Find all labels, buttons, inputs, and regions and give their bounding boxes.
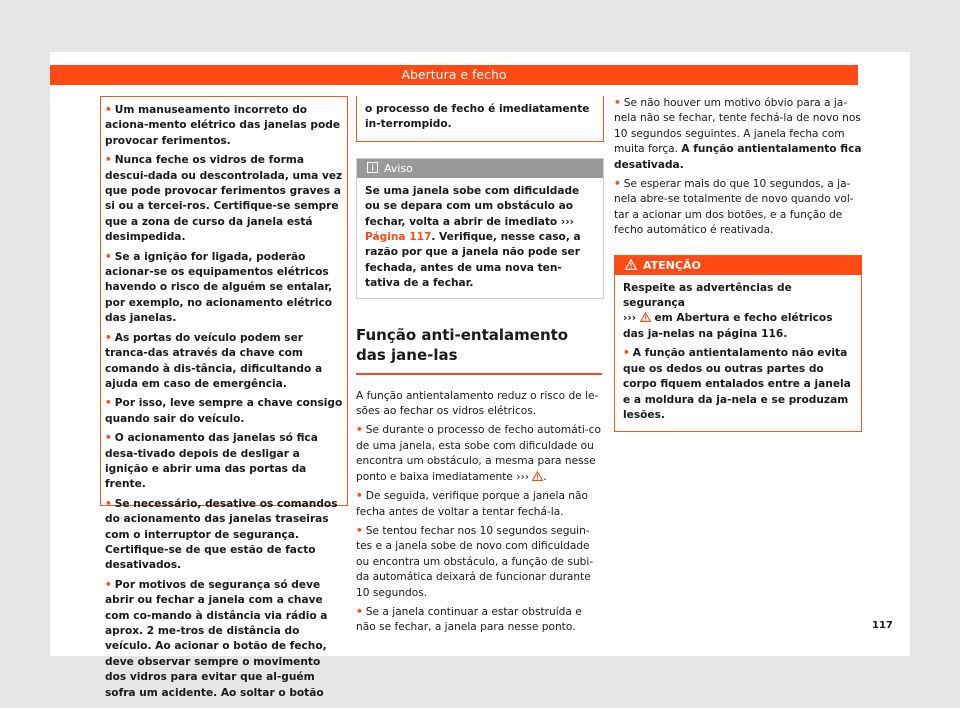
bullet-dot: •: [356, 524, 363, 537]
column-3: [614, 96, 862, 432]
atencao-line: Respeite as advertências de segurança: [623, 281, 792, 310]
warning-triangle-icon: [640, 312, 651, 322]
bullet-item: • Se necessário, desative os comandos do acionamento das janelas traseiras com o interruptor de segurança. Certifique-se de que estão de facto desativados.: [105, 497, 338, 572]
bullet-dot: •: [356, 424, 363, 437]
aviso-text: Se uma janela sobe com dificuldade ou se depara com um obstáculo ao fechar, volta a abrir de imediato ››› Página 117. Verifique, nesse caso, a razão por que a janela não pode ser fechada, antes de uma nova ten-tativa de a fechar.: [365, 184, 581, 290]
bullet-dot: •: [105, 432, 112, 445]
bullet-dot: •: [356, 490, 363, 503]
info-icon: [367, 162, 378, 173]
bullet-item: • Nunca feche os vidros de forma descui-dada ou descontrolada, uma vez que pode provocar ferimentos graves a si ou a tercei-ros. Certifique-se sempre que a zona de curso da janela está desimpedida.: [105, 154, 343, 244]
bullet-item: • De seguida, verifique porque a janela não fecha antes de voltar a tentar fechá-la.: [356, 490, 588, 518]
section-title: Função anti-entalamento das jane-las: [356, 325, 602, 375]
atencao-text: [615, 275, 861, 432]
bullet-item: • As portas do veículo podem ser tranca-das através da chave com comando à dis-tância, dificultando a ajuda em caso de emergência.: [105, 331, 323, 390]
bullet-dot: •: [105, 578, 112, 591]
bullet-item: • A função antientalamento não evita que os dedos ou outras partes do corpo fiquem entalados entre a janela e a moldura da ja-nela e se produzam lesões.: [623, 347, 851, 421]
atencao-header: ATENÇÃO: [615, 256, 861, 275]
bullet-dot: •: [105, 104, 112, 116]
bullet-dot: •: [105, 331, 112, 344]
bullet-item: • Um manuseamento incorreto do aciona-mento elétrico das janelas pode provocar ferimentos.: [105, 104, 341, 147]
page-link[interactable]: Página 117: [365, 231, 432, 244]
aviso-box: [356, 158, 604, 299]
bullet-dot: •: [105, 250, 112, 263]
bullet-dot: •: [105, 154, 112, 167]
warning-triangle-icon: [625, 259, 637, 270]
atencao-box: [614, 255, 862, 433]
bullet-item: • Por isso, leve sempre a chave consigo quando sair do veículo.: [105, 397, 343, 425]
page-number: 117: [872, 620, 893, 631]
aviso-header: Aviso: [357, 159, 603, 178]
bullet-item: • Se não houver um motivo óbvio para a ja-nela não se fechar, tente fechá-la de novo nos 10 segundos seguintes. A janela fecha com muita força. A função antientalamento fica desativada.: [614, 97, 862, 171]
warning-continuation-end: o processo de fecho é imediatamente in-terrompido.: [356, 96, 604, 142]
bullet-dot: •: [614, 178, 621, 191]
bullet-dot: •: [614, 97, 621, 109]
atencao-ref: ››› em Abertura e fecho elétricos das ja-nelas na página 116.: [623, 312, 833, 340]
bullet-item: • Se a ignição for ligada, poderão acionar-se os equipamentos elétricos havendo o risco de alguém se entalar, por exemplo, no acionamento elétrico das janelas.: [105, 250, 333, 325]
bullet-dot: •: [105, 397, 112, 410]
warning-triangle-icon: [532, 471, 543, 481]
bullet-dot: •: [356, 605, 363, 618]
bullet-item: • Por motivos de segurança só deve abrir ou fechar a janela com a chave com co-mando à distância via rádio a aprox. 2 me-tros de distância do veículo. Ao acionar o botão de fecho, deve observar sempre o movimento dos vidros para evitar que al-guém sofra um acidente. Ao soltar o botão: [105, 578, 328, 699]
bullet-item: • Se tentou fechar nos 10 segundos seguin-tes e a janela sobe de novo com dificuldade ou encontra um obstáculo, a função de subi-da automática deixará de funcionar durante 10 segundos.: [356, 524, 594, 599]
column-2: [356, 96, 604, 640]
bullet-dot: •: [105, 497, 112, 510]
intro-paragraph: A função antientalamento reduz o risco de le-sões ao fechar os vidros elétricos.: [356, 389, 599, 418]
bullet-dot: •: [623, 347, 630, 360]
bullet-item: • Se esperar mais do que 10 segundos, a ja-nela abre-se totalmente de novo quando vol-tar a acionar um dos botões, e a função de fecho automático é reativada.: [614, 178, 854, 237]
warning-continuation-box: [100, 96, 348, 699]
bullet-item: • O acionamento das janelas só fica desa-tivado depois de desligar a ignição e abrir uma das portas da frente.: [105, 432, 318, 491]
bullet-item: • Se durante o processo de fecho automáti-co de uma janela, esta sobe com dificuldade ou encontra um obstáculo, a mesma para nesse ponto e baixa imediatamente ››› .: [356, 424, 601, 483]
page-header: Abertura e fecho: [50, 65, 858, 85]
bullet-item: • Se a janela continuar a estar obstruída e não se fechar, a janela para nesse ponto.: [356, 605, 582, 634]
